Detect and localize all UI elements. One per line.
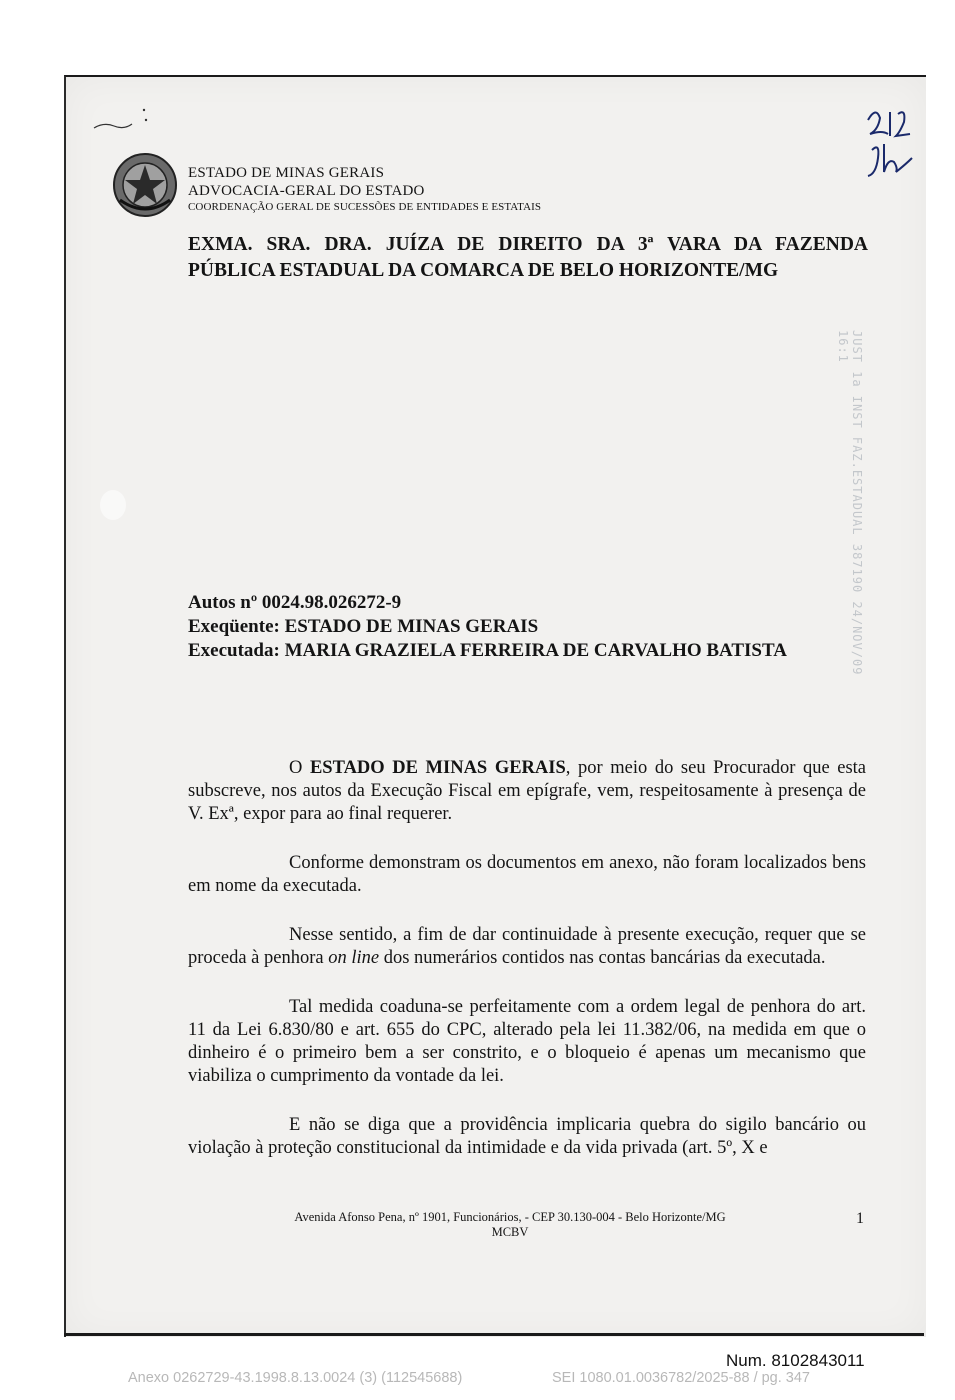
letterhead (188, 166, 541, 213)
annex-reference: Anexo 0262729-43.1998.8.13.0024 (3) (112545688) (128, 1370, 463, 1386)
defendant-label: Executada: (188, 640, 280, 661)
petition-body (188, 757, 866, 1186)
footer-address-line: Avenida Afonso Pena, nº 1901, Funcionários, - CEP 30.130-004 - Belo Horizonte/MG (294, 1210, 726, 1224)
case-number-label: Autos nº (188, 592, 258, 613)
page-bottom-edge (64, 1333, 924, 1336)
paragraph-1-bold: ESTADO DE MINAS GERAIS (309, 758, 566, 778)
letterhead-department: COORDENAÇÃO GERAL DE SUCESSÕES DE ENTIDADES E ESTATAIS (188, 201, 542, 213)
paragraph-3 (188, 924, 866, 970)
paragraph-3-italic: on line (328, 948, 380, 968)
defendant-line (188, 639, 787, 663)
plaintiff-label: Exeqüente: (188, 616, 280, 637)
sei-reference: SEI 1080.01.0036782/2025-88 / pg. 347 (552, 1370, 810, 1386)
pen-scribble (92, 100, 152, 140)
plaintiff-value: ESTADO DE MINAS GERAIS (284, 616, 539, 637)
paragraph-1-text: , por meio do seu Procurador que esta subscreve, nos autos da Execução Fiscal em epígrafe, vem, respeitosamente à presença de V. Exª, expor para ao final requerer. (188, 758, 867, 824)
paragraph-5: E não se diga que a providência implicaria quebra do sigilo bancário ou violação à proteção constitucional da intimidade e da vida privada (art. 5º, X e (188, 1115, 866, 1158)
footer-initials: MCBV (491, 1225, 529, 1239)
footer-address (270, 1210, 750, 1240)
addressee-line-2: PÚBLICA ESTADUAL DA COMARCA DE BELO HORIZONTE/MG (188, 260, 779, 281)
case-number-value: 0024.98.026272-9 (261, 592, 402, 613)
plaintiff-line (188, 615, 787, 639)
paragraph-4: Tal medida coaduna-se perfeitamente com a ordem legal de penhora do art. 11 da Lei 6.830/80 e art. 655 do CPC, alterado pela lei 11.382/06, na medida em que o dinheiro é o primeiro bem a ser constrito, e o bloqueio é apenas um mecanismo que viabiliza o cumprimento da vontade da lei. (188, 997, 866, 1086)
paragraph-1 (188, 757, 866, 826)
page-number: 1 (856, 1210, 864, 1227)
defendant-value: MARIA GRAZIELA FERREIRA DE CARVALHO BATISTA (284, 640, 787, 661)
handwritten-page-mark (858, 100, 918, 184)
state-coat-of-arms-seal (112, 152, 178, 218)
paragraph-3-a: Nesse sentido, a fim de dar continuidade à presente execução, requer que se proceda à penhora (188, 925, 866, 968)
punch-hole (100, 490, 126, 520)
case-number-line (188, 591, 787, 615)
letterhead-state: ESTADO DE MINAS GERAIS (188, 165, 385, 181)
paragraph-2: Conforme demonstram os documentos em anexo, não foram localizados bens em nome da executada. (188, 853, 866, 896)
paragraph-1-lead: O (289, 758, 303, 778)
protocol-stamp: JUST 1a INST FAZ.ESTADUAL 387190 24/NOV/09 16:1 (836, 330, 864, 676)
court-addressee (188, 232, 868, 284)
letterhead-agency: ADVOCACIA-GERAL DO ESTADO (188, 183, 425, 199)
paragraph-3-b: dos numerários contidos nas contas bancárias da executada. (383, 948, 826, 968)
case-info (188, 591, 787, 663)
addressee-line-1: EXMA. SRA. DRA. JUÍZA DE DIREITO DA 3ª VARA DA FAZENDA (188, 234, 868, 255)
document-number: Num. 8102843011 (726, 1351, 865, 1370)
